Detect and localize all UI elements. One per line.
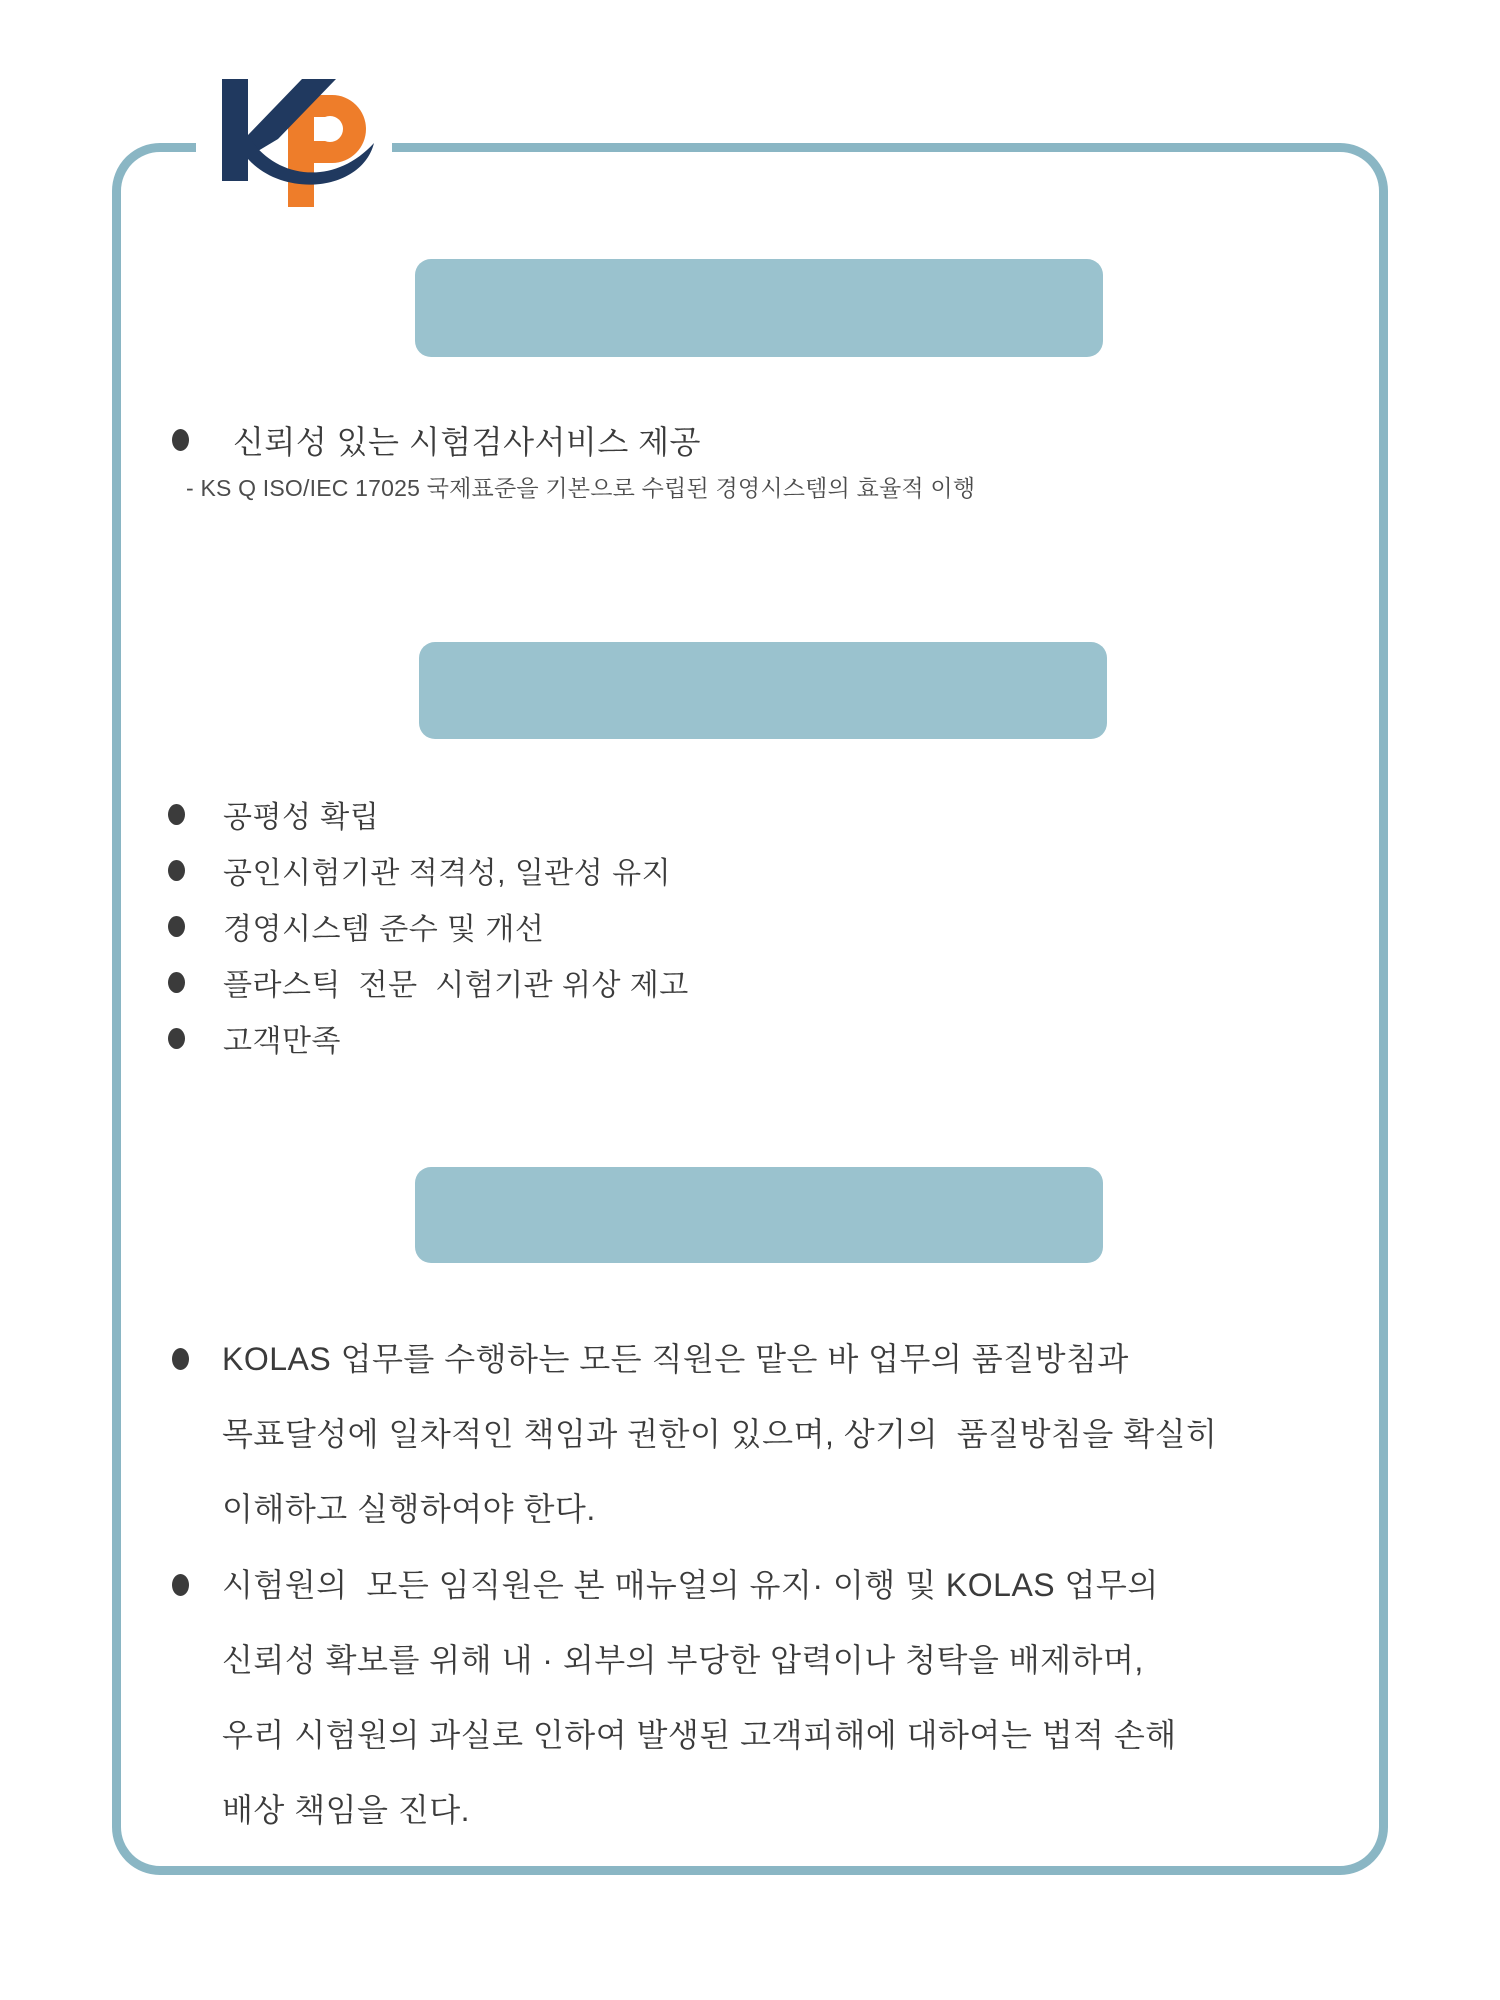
bullet-icon — [172, 429, 189, 451]
bullet-icon — [168, 1028, 185, 1049]
section-title-manual-compliance — [415, 1167, 1103, 1337]
section-title-quality-policy — [415, 259, 1103, 432]
list-item — [168, 954, 689, 1010]
quality-policy-bullet-item — [172, 412, 701, 468]
objective-text: 경영시스템 준수 및 개선 — [223, 913, 545, 946]
quality-policy-bullet-text: 신뢰성 있는 시험검사서비스 제공 — [233, 424, 701, 460]
kp-logo-icon — [206, 73, 382, 209]
objective-text: 공인시험기관 적격성, 일관성 유지 — [223, 857, 672, 890]
bullet-icon — [168, 804, 185, 825]
section-title-quality-objectives — [419, 642, 1107, 813]
compliance-paragraph — [172, 1548, 1177, 1848]
paragraph-line: 배상 책임을 진다. — [222, 1792, 471, 1828]
compliance-paragraph — [172, 1322, 1218, 1547]
paragraph-line: 목표달성에 일차적인 책임과 권한이 있으며, 상기의 품질방침을 확실히 — [222, 1416, 1218, 1452]
manual-compliance-title: 품질 매뉴얼의 준수 — [552, 1285, 1057, 1337]
list-item — [168, 786, 689, 842]
paragraph-lines — [222, 1322, 1218, 1547]
quality-objectives-list — [168, 786, 689, 1066]
paragraph-line: 이해하고 실행하여야 한다. — [222, 1491, 596, 1527]
paragraph-line: KOLAS 업무를 수행하는 모든 직원은 맡은 바 업무의 품질방침과 — [222, 1341, 1129, 1377]
objective-text: 플라스틱 전문 시험기관 위상 제고 — [223, 969, 689, 1002]
quality-policy-note: - KS Q ISO/IEC 17025 국제표준을 기본으로 수립된 경영시스템의 효율적 이행 — [186, 475, 976, 501]
paragraph-line: 신뢰성 확보를 위해 내 · 외부의 부당한 압력이나 청탁을 배제하며, — [222, 1642, 1144, 1678]
quality-objectives-title: 품 질 목 표 — [665, 761, 952, 813]
quality-policy-title: 품 질 방 침 — [661, 380, 948, 432]
list-item — [168, 1010, 689, 1066]
bullet-icon — [168, 860, 185, 881]
kp-logo — [196, 70, 392, 212]
paragraph-line: 시험원의 모든 임직원은 본 매뉴얼의 유지· 이행 및 KOLAS 업무의 — [222, 1567, 1159, 1603]
bullet-icon — [168, 972, 185, 993]
paragraph-lines — [222, 1548, 1177, 1848]
list-item — [168, 842, 689, 898]
bullet-icon — [172, 1348, 189, 1370]
bullet-icon — [172, 1574, 189, 1596]
objective-text: 고객만족 — [223, 1025, 341, 1058]
bullet-icon — [168, 916, 185, 937]
list-item — [168, 898, 689, 954]
paragraph-line: 우리 시험원의 과실로 인하여 발생된 고객피해에 대하여는 법적 손해 — [222, 1717, 1177, 1753]
objective-text: 공평성 확립 — [223, 801, 380, 834]
